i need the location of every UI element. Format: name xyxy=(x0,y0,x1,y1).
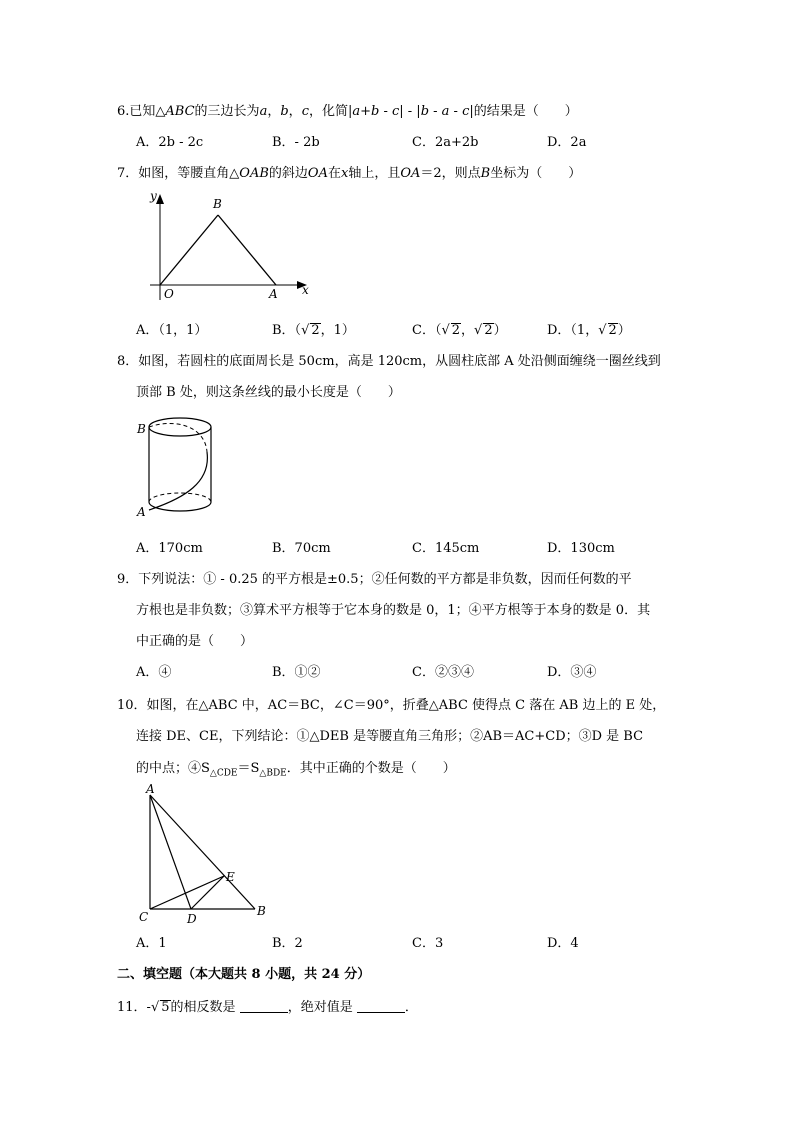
q10-fold-ad xyxy=(150,795,191,909)
q7-label-o: O xyxy=(164,287,174,301)
q7-label-b: B xyxy=(213,197,222,211)
q10-label-b: B xyxy=(257,904,266,918)
q7-option-c[interactable]: C．（√ 2，√ 2） xyxy=(412,323,507,338)
q10-side-ab xyxy=(150,795,255,909)
q6-stem: 6.已知△ABC的三边长为a，b，c，化简|a+b - c| - |b - a - c|的结果是（ ） xyxy=(117,104,578,119)
q6-options xyxy=(136,135,696,151)
q9-option-c[interactable]: C．②③④ xyxy=(412,665,474,680)
q8-top-ellipse xyxy=(149,418,211,436)
q8-line-2: 顶部 B 处，则这条丝线的最小长度是（ ） xyxy=(136,385,401,400)
q9-option-a[interactable]: A．④ xyxy=(136,665,172,680)
q6-number: 6. xyxy=(117,104,130,119)
q8-thread-front xyxy=(149,452,207,510)
q8-thread-back xyxy=(149,423,207,452)
q8-label-a: A xyxy=(137,505,146,519)
q6-option-d[interactable]: D．2a xyxy=(547,135,587,150)
q10-segment-ce xyxy=(150,876,224,909)
q6-option-a[interactable]: A．2b - 2c xyxy=(136,135,204,150)
q8-option-b[interactable]: B．70cm xyxy=(272,541,331,556)
q7-side-ob xyxy=(160,215,218,285)
q10-label-a: A xyxy=(146,782,155,796)
q10-line-2: 连接 DE、CE，下列结论：①△DEB 是等腰直角三角形；②AB＝AC+CD；③D 是 BC xyxy=(136,729,644,744)
q10-triangle-figure xyxy=(135,783,270,928)
q8-bottom-back-arc xyxy=(149,493,211,502)
q6-option-c[interactable]: C．2a+2b xyxy=(412,135,479,150)
q7-option-a[interactable]: A．（1，1） xyxy=(136,323,208,338)
q10-label-d: D xyxy=(187,912,197,926)
q7-number: 7． xyxy=(117,166,139,181)
q7-figure xyxy=(135,190,315,305)
section2-title: 二、填空题（本大题共 8 小题，共 24 分） xyxy=(117,967,371,982)
q9-option-b[interactable]: B．①② xyxy=(272,665,321,680)
q7-side-ab xyxy=(218,215,276,285)
q9-line-3: 中正确的是（ ） xyxy=(136,634,254,649)
q7-option-b[interactable]: B．（√ 2，1） xyxy=(272,323,355,338)
q10-number: 10． xyxy=(117,698,147,713)
q10-label-c: C xyxy=(139,910,149,924)
q7-option-d[interactable]: D．（1，√ 2） xyxy=(547,323,631,338)
q9-options xyxy=(136,665,696,681)
q11-number: 11． xyxy=(117,1000,147,1015)
q11-blank-opposite[interactable] xyxy=(240,1000,288,1013)
q8-option-d[interactable]: D．130cm xyxy=(547,541,615,556)
q7-y-arrow xyxy=(156,194,164,204)
q10-label-e: E xyxy=(226,870,235,884)
q8-number: 8． xyxy=(117,354,139,369)
q10-option-d[interactable]: D．4 xyxy=(547,936,579,951)
q10-line-1: 10．如图，在△ABC 中，AC＝BC，∠C＝90°，折叠△ABC 使得点 C 落在 AB 边上的 E 处， xyxy=(117,698,666,713)
q9-option-d[interactable]: D．③④ xyxy=(547,665,597,680)
q10-option-a[interactable]: A．1 xyxy=(136,936,167,951)
q8-cylinder-figure xyxy=(135,412,220,522)
q9-line-1: 9．下列说法：① - 0.25 的平方根是±0.5；②任何数的平方都是非负数，因而任何数的平 xyxy=(117,572,632,587)
q7-label-a: A xyxy=(269,287,278,301)
q9-number: 9． xyxy=(117,572,139,587)
q8-option-c[interactable]: C．145cm xyxy=(412,541,480,556)
q11-blank-absolute[interactable] xyxy=(357,1000,405,1013)
q8-option-a[interactable]: A．170cm xyxy=(136,541,203,556)
q9-line-2: 方根也是非负数；③算术平方根等于它本身的数是 0，1；④平方根等于本身的数是 0．其 xyxy=(136,603,651,618)
q10-segment-de xyxy=(191,876,224,909)
q8-label-b: B xyxy=(137,422,146,436)
q7-label-x: x xyxy=(302,283,309,297)
q8-line-1: 8．如图，若圆柱的底面周长是 50cm，高是 120cm，从圆柱底部 A 处沿侧面缠绕一圈丝线到 xyxy=(117,354,661,369)
q7-label-y: y xyxy=(150,189,157,203)
q10-options xyxy=(136,936,696,952)
q10-line-3: 的中点；$④S_{\triangle CDE}=S_{\triangle BDE}$．其中正确的个数是（ ） xyxy=(136,761,456,779)
q10-option-b[interactable]: B．2 xyxy=(272,936,303,951)
q10-option-c[interactable]: C．3 xyxy=(412,936,444,951)
q7-options xyxy=(136,323,696,339)
q11-stem: 11．-√ 5的相反数是 ，绝对值是 ． xyxy=(117,1000,418,1015)
q7-stem: 7．如图，等腰直角△OAB的斜边OA在x轴上，且OA＝2，则点B坐标为（ ） xyxy=(117,166,582,181)
q6-option-b[interactable]: B．- 2b xyxy=(272,135,320,150)
q8-options xyxy=(136,541,696,557)
